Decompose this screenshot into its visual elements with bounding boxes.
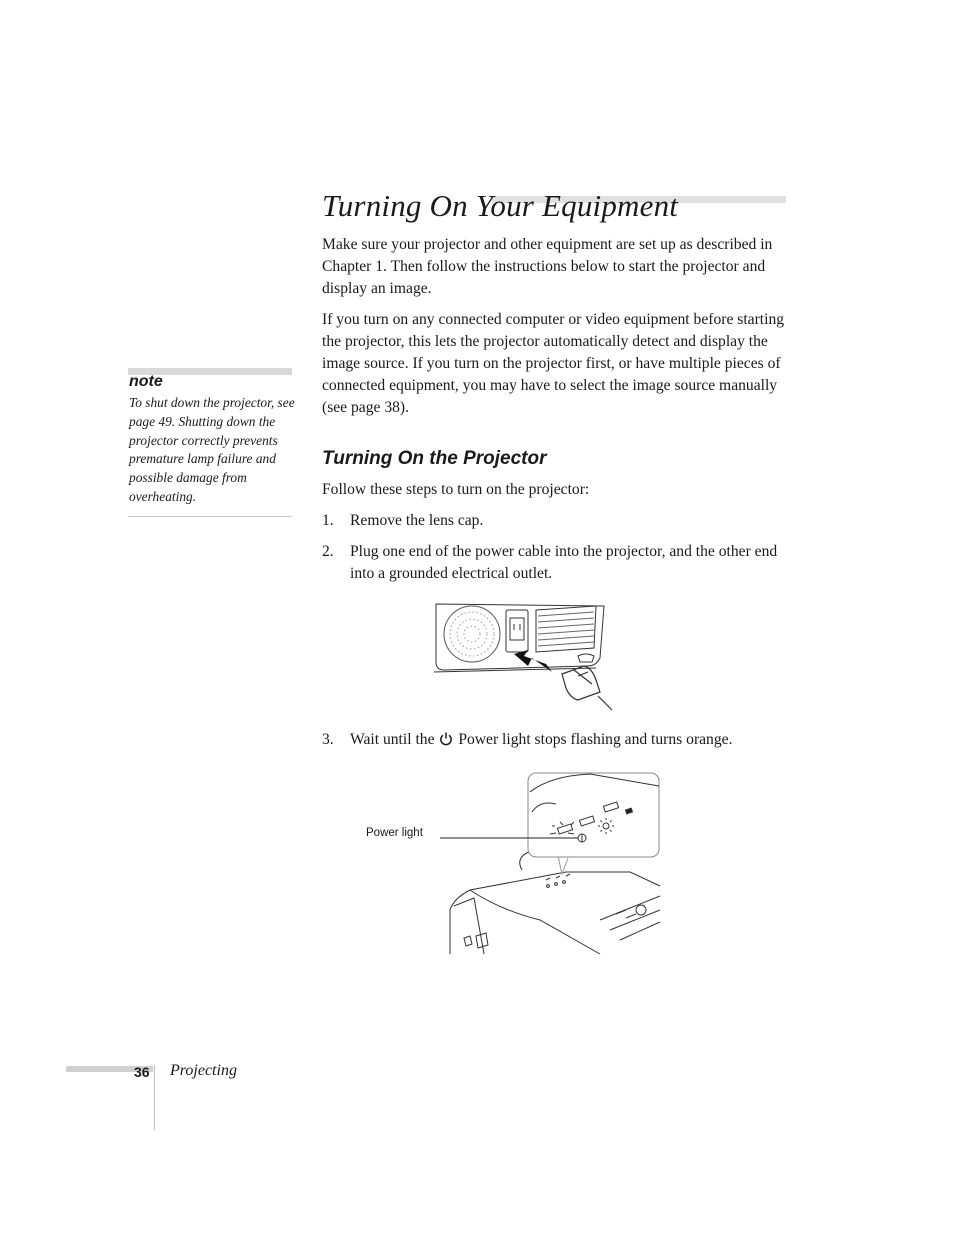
step-1-text: Remove the lens cap. [350,512,484,529]
step-2-number: 2. [322,543,334,560]
steps-intro: Follow these steps to turn on the projector: [322,481,590,498]
step-3-text-after: Power light stops flashing and turns orange. [458,731,733,748]
step-1-number: 1. [322,512,334,529]
note-label: note [129,373,163,390]
page-number: 36 [134,1064,150,1080]
step-3-number: 3. [322,731,334,748]
footer-chapter: Projecting [170,1062,237,1079]
power-cable-illustration [428,600,618,715]
subsection-title: Turning On the Projector [322,448,547,469]
intro-paragraph-1: Make sure your projector and other equipment are set up as described in Chapter 1. Then follow the instructions below to start the projector and display an image. [322,236,773,297]
step-3-text-before: Wait until the [350,731,435,748]
power-icon [439,731,453,753]
power-light-illustration [440,770,664,956]
intro-paragraph-2: If you turn on any connected computer or video equipment before starting the projector, this lets the projector automatically detect and display the image source. If you turn on the projector first, or have multiple pieces of connected equipment, you may have to select the image source manually (see page 38). [322,311,785,416]
step-3-text [350,729,790,753]
note-text: To shut down the projector, see page 49. Shutting down the projector correctly prevents premature lamp failure and possible damage from overheating. [129,395,295,504]
footer-vertical-rule [154,1066,155,1130]
power-light-callout-label: Power light [366,827,423,839]
step-2-text: Plug one end of the power cable into the projector, and the other end into a grounded electrical outlet. [350,543,778,582]
note-rule-bottom [128,516,292,517]
page-title: Turning On Your Equipment [322,188,679,223]
